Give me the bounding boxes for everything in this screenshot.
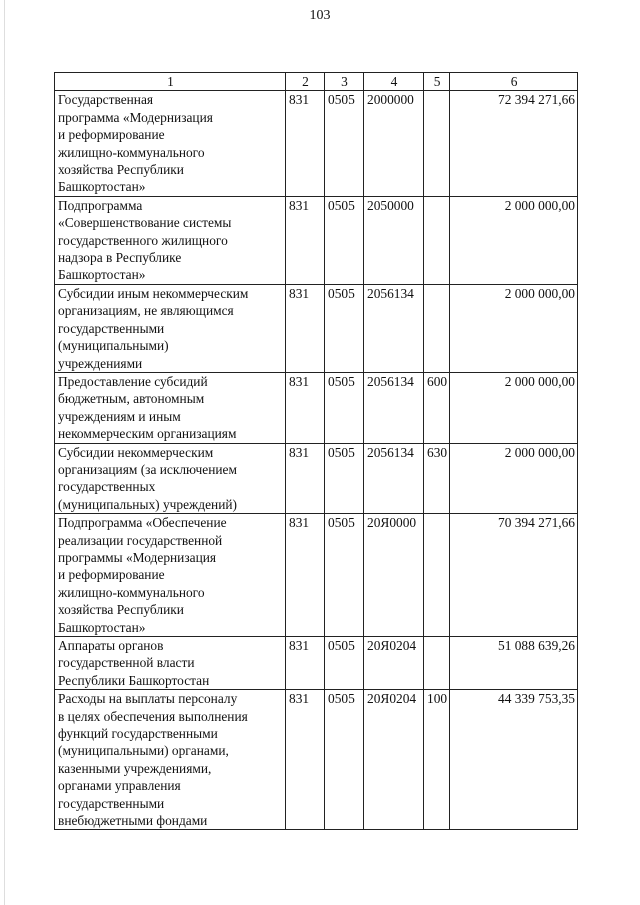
- row-amount: 72 394 271,66: [450, 91, 578, 196]
- header-col-3: 3: [325, 73, 364, 91]
- row-type: [424, 91, 450, 196]
- header-col-1: 1: [55, 73, 286, 91]
- page-number: 103: [309, 8, 331, 23]
- row-type: 100: [424, 690, 450, 830]
- header-col-4: 4: [364, 73, 424, 91]
- row-target: 2056134: [364, 443, 424, 514]
- row-section: 0505: [325, 690, 364, 830]
- row-section: 0505: [325, 284, 364, 372]
- row-name: Субсидии некоммерческим организациям (за исключением государственных (муниципальных) учреждений): [55, 443, 286, 514]
- header-col-5: 5: [424, 73, 450, 91]
- row-code: 831: [286, 196, 325, 284]
- row-type: [424, 637, 450, 690]
- table-body: [55, 91, 578, 830]
- row-section: 0505: [325, 91, 364, 196]
- row-code: 831: [286, 372, 325, 443]
- table-row: [55, 690, 578, 830]
- row-type: [424, 514, 450, 637]
- row-code: 831: [286, 443, 325, 514]
- row-section: 0505: [325, 196, 364, 284]
- budget-table: [54, 72, 578, 830]
- row-section: 0505: [325, 514, 364, 637]
- table-row: [55, 196, 578, 284]
- table-row: [55, 443, 578, 514]
- row-amount: 2 000 000,00: [450, 372, 578, 443]
- row-name: Подпрограмма «Обеспечение реализации государственной программы «Модернизация и реформирование жилищно-коммунального хозяйства Республики Башкортостан»: [55, 514, 286, 637]
- row-amount: 70 394 271,66: [450, 514, 578, 637]
- row-section: 0505: [325, 372, 364, 443]
- row-name: Расходы на выплаты персоналу в целях обеспечения выполнения функций государственными (муниципальными) органами, казенными учреждениями, органами управления государственными внебюджетными фондами: [55, 690, 286, 830]
- row-name: Подпрограмма «Совершенствование системы государственного жилищного надзора в Республике Башкортостан»: [55, 196, 286, 284]
- row-target: 20Я0204: [364, 637, 424, 690]
- row-section: 0505: [325, 443, 364, 514]
- table-row: [55, 284, 578, 372]
- header-row: [55, 73, 578, 91]
- row-type: [424, 196, 450, 284]
- row-name: Аппараты органов государственной власти Республики Башкортостан: [55, 637, 286, 690]
- row-amount: 2 000 000,00: [450, 443, 578, 514]
- row-name: Субсидии иным некоммерческим организациям, не являющимся государственными (муниципальными) учреждениями: [55, 284, 286, 372]
- row-amount: 2 000 000,00: [450, 196, 578, 284]
- row-code: 831: [286, 637, 325, 690]
- table-row: [55, 372, 578, 443]
- row-type: 630: [424, 443, 450, 514]
- row-amount: 2 000 000,00: [450, 284, 578, 372]
- row-target: 20Я0204: [364, 690, 424, 830]
- table-row: [55, 514, 578, 637]
- table-header: [55, 73, 578, 91]
- row-amount: 44 339 753,35: [450, 690, 578, 830]
- row-name: Государственная программа «Модернизация и реформирование жилищно-коммунального хозяйства Республики Башкортостан»: [55, 91, 286, 196]
- scan-edge: [4, 0, 5, 905]
- table-row: [55, 637, 578, 690]
- row-amount: 51 088 639,26: [450, 637, 578, 690]
- row-target: 2050000: [364, 196, 424, 284]
- row-target: 2056134: [364, 372, 424, 443]
- row-code: 831: [286, 514, 325, 637]
- row-code: 831: [286, 284, 325, 372]
- table-row: [55, 91, 578, 196]
- row-target: 2056134: [364, 284, 424, 372]
- row-code: 831: [286, 91, 325, 196]
- row-type: [424, 284, 450, 372]
- header-col-6: 6: [450, 73, 578, 91]
- header-col-2: 2: [286, 73, 325, 91]
- row-code: 831: [286, 690, 325, 830]
- row-section: 0505: [325, 637, 364, 690]
- row-type: 600: [424, 372, 450, 443]
- row-target: 20Я0000: [364, 514, 424, 637]
- row-target: 2000000: [364, 91, 424, 196]
- row-name: Предоставление субсидий бюджетным, автономным учреждениям и иным некоммерческим организациям: [55, 372, 286, 443]
